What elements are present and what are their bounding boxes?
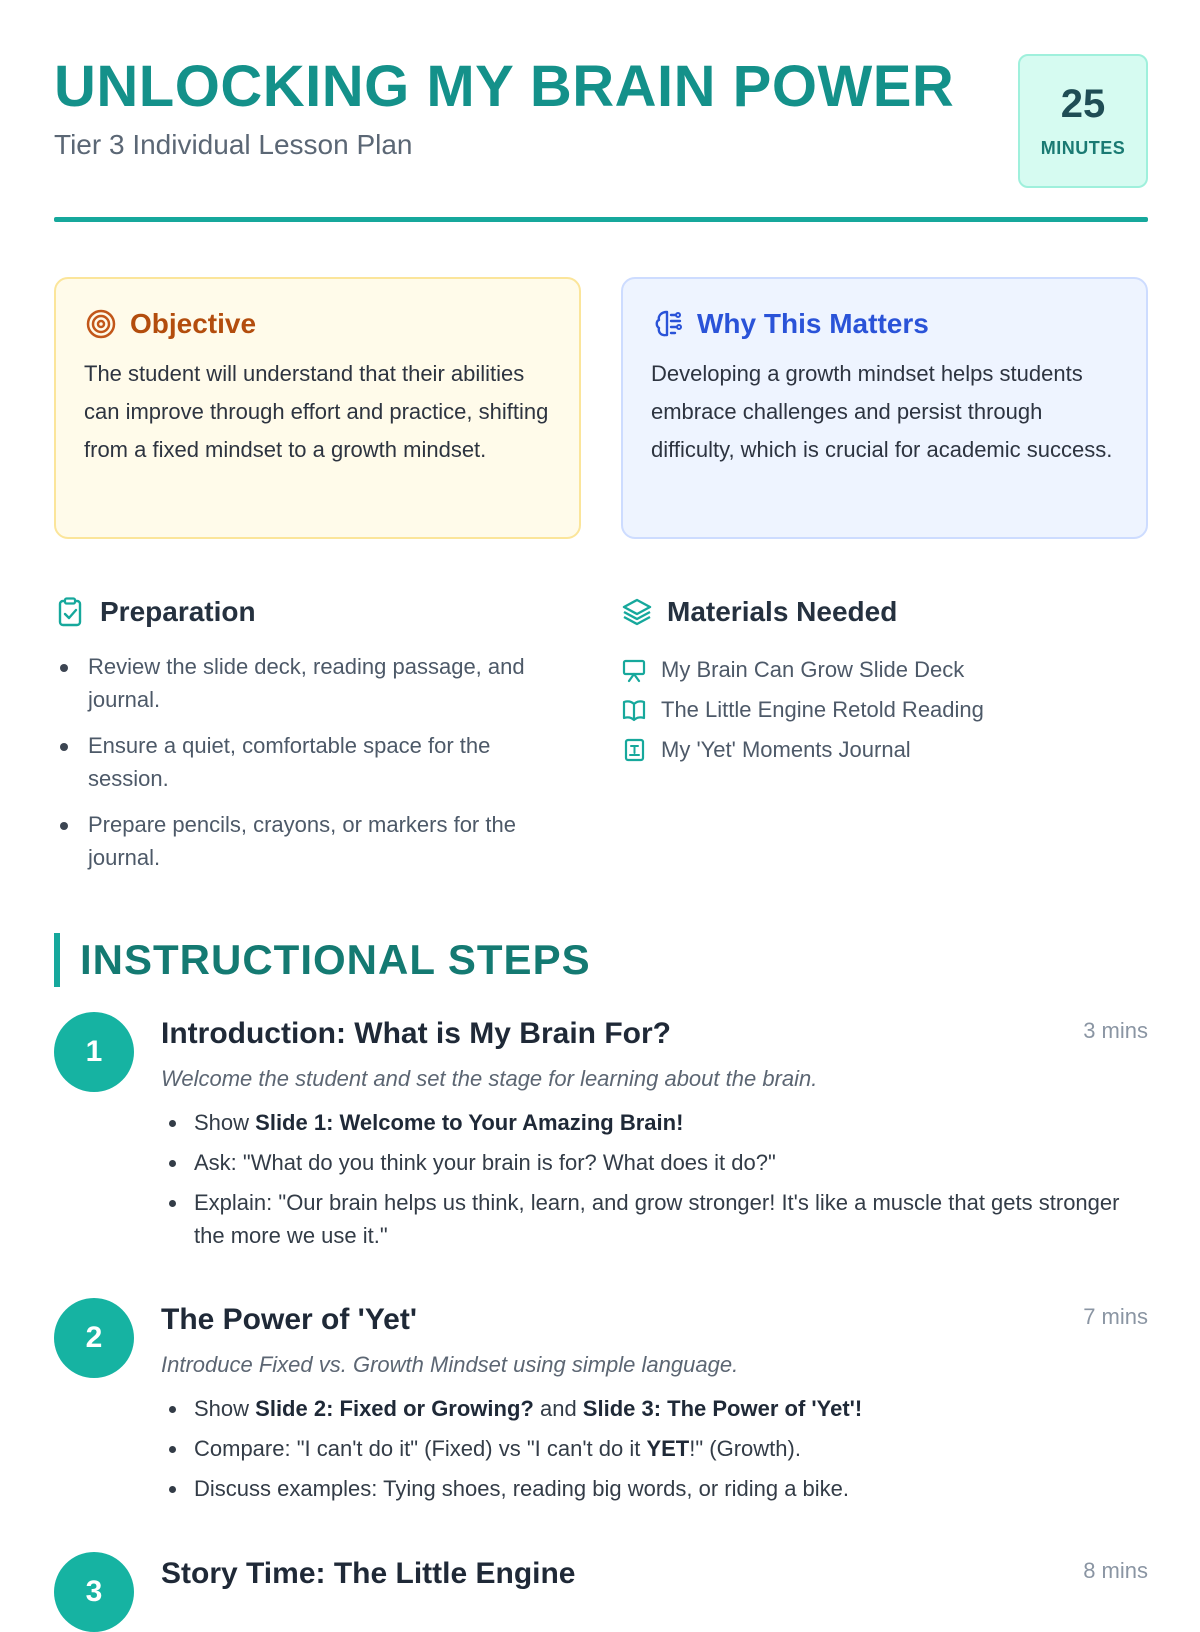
page-title: UNLOCKING MY BRAIN POWER <box>54 54 955 119</box>
materials-heading <box>621 592 897 632</box>
steps-heading: INSTRUCTIONAL STEPS <box>54 933 591 987</box>
materials-title: Materials Needed <box>667 596 898 627</box>
target-icon <box>84 307 118 341</box>
objective-title: Objective <box>130 308 257 339</box>
preparation-list <box>54 650 574 887</box>
step-title: The Power of 'Yet' <box>161 1303 417 1336</box>
clipboard-check-icon <box>54 596 86 628</box>
material-item <box>621 690 984 730</box>
material-label: My 'Yet' Moments Journal <box>661 737 911 762</box>
list-item: Explain: "Our brain helps us think, learn, and grow stronger! It's like a muscle that gets stronger the more we use it." <box>161 1186 1148 1252</box>
list-item: Compare: "I can't do it" (Fixed) vs "I can't do it YET!" (Growth). <box>161 1432 1148 1465</box>
why-card <box>621 277 1148 539</box>
brain-icon <box>651 307 685 341</box>
objective-text: The student will understand that their abilities can improve through effort and practice, shifting from a fixed mindset to a growth mindset. <box>84 361 549 462</box>
material-label: My Brain Can Grow Slide Deck <box>661 657 965 682</box>
duration-badge <box>1018 54 1148 188</box>
material-item <box>621 650 984 690</box>
step-subtitle: Welcome the student and set the stage for learning about the brain. <box>161 1066 818 1091</box>
step-number: 2 <box>54 1298 134 1378</box>
material-label: The Little Engine Retold Reading <box>661 697 984 722</box>
materials-list <box>621 650 984 770</box>
list-item: Show Slide 2: Fixed or Growing? and Slide 3: The Power of 'Yet'! <box>161 1392 1148 1425</box>
header <box>54 50 1148 190</box>
step-duration: 7 mins <box>1083 1304 1148 1329</box>
step-number: 1 <box>54 1012 134 1092</box>
why-title: Why This Matters <box>697 308 929 339</box>
why-text: Developing a growth mindset helps students embrace challenges and persist through difficulty, which is crucial for academic success. <box>651 361 1113 462</box>
objective-card <box>54 277 581 539</box>
duration-unit: MINUTES <box>1040 138 1126 158</box>
preparation-heading <box>54 592 256 632</box>
list-item: Show Slide 1: Welcome to Your Amazing Brain! <box>161 1106 1148 1139</box>
page-subtitle: Tier 3 Individual Lesson Plan <box>54 129 413 160</box>
presentation-icon <box>621 657 647 683</box>
material-item <box>621 730 984 770</box>
step-duration: 8 mins <box>1083 1558 1148 1583</box>
step-number: 3 <box>54 1552 134 1632</box>
book-open-icon <box>621 697 647 723</box>
list-item: Ensure a quiet, comfortable space for the session. <box>54 729 574 795</box>
list-item: Discuss examples: Tying shoes, reading big words, or riding a bike. <box>161 1472 1148 1505</box>
list-item: Ask: "What do you think your brain is for? What does it do?" <box>161 1146 1148 1179</box>
layers-icon <box>621 596 653 628</box>
step-list <box>161 1106 1148 1252</box>
list-item: Prepare pencils, crayons, or markers for the journal. <box>54 808 574 874</box>
header-divider <box>54 217 1148 222</box>
step-list <box>161 1392 1148 1505</box>
step-title: Story Time: The Little Engine <box>161 1557 576 1590</box>
list-item: Review the slide deck, reading passage, and journal. <box>54 650 574 716</box>
preparation-title: Preparation <box>100 596 256 627</box>
step-duration: 3 mins <box>1083 1018 1148 1043</box>
step-subtitle: Introduce Fixed vs. Growth Mindset using simple language. <box>161 1352 739 1377</box>
step-title: Introduction: What is My Brain For? <box>161 1017 671 1050</box>
journal-icon <box>621 737 647 763</box>
duration-value: 25 <box>1060 82 1106 126</box>
